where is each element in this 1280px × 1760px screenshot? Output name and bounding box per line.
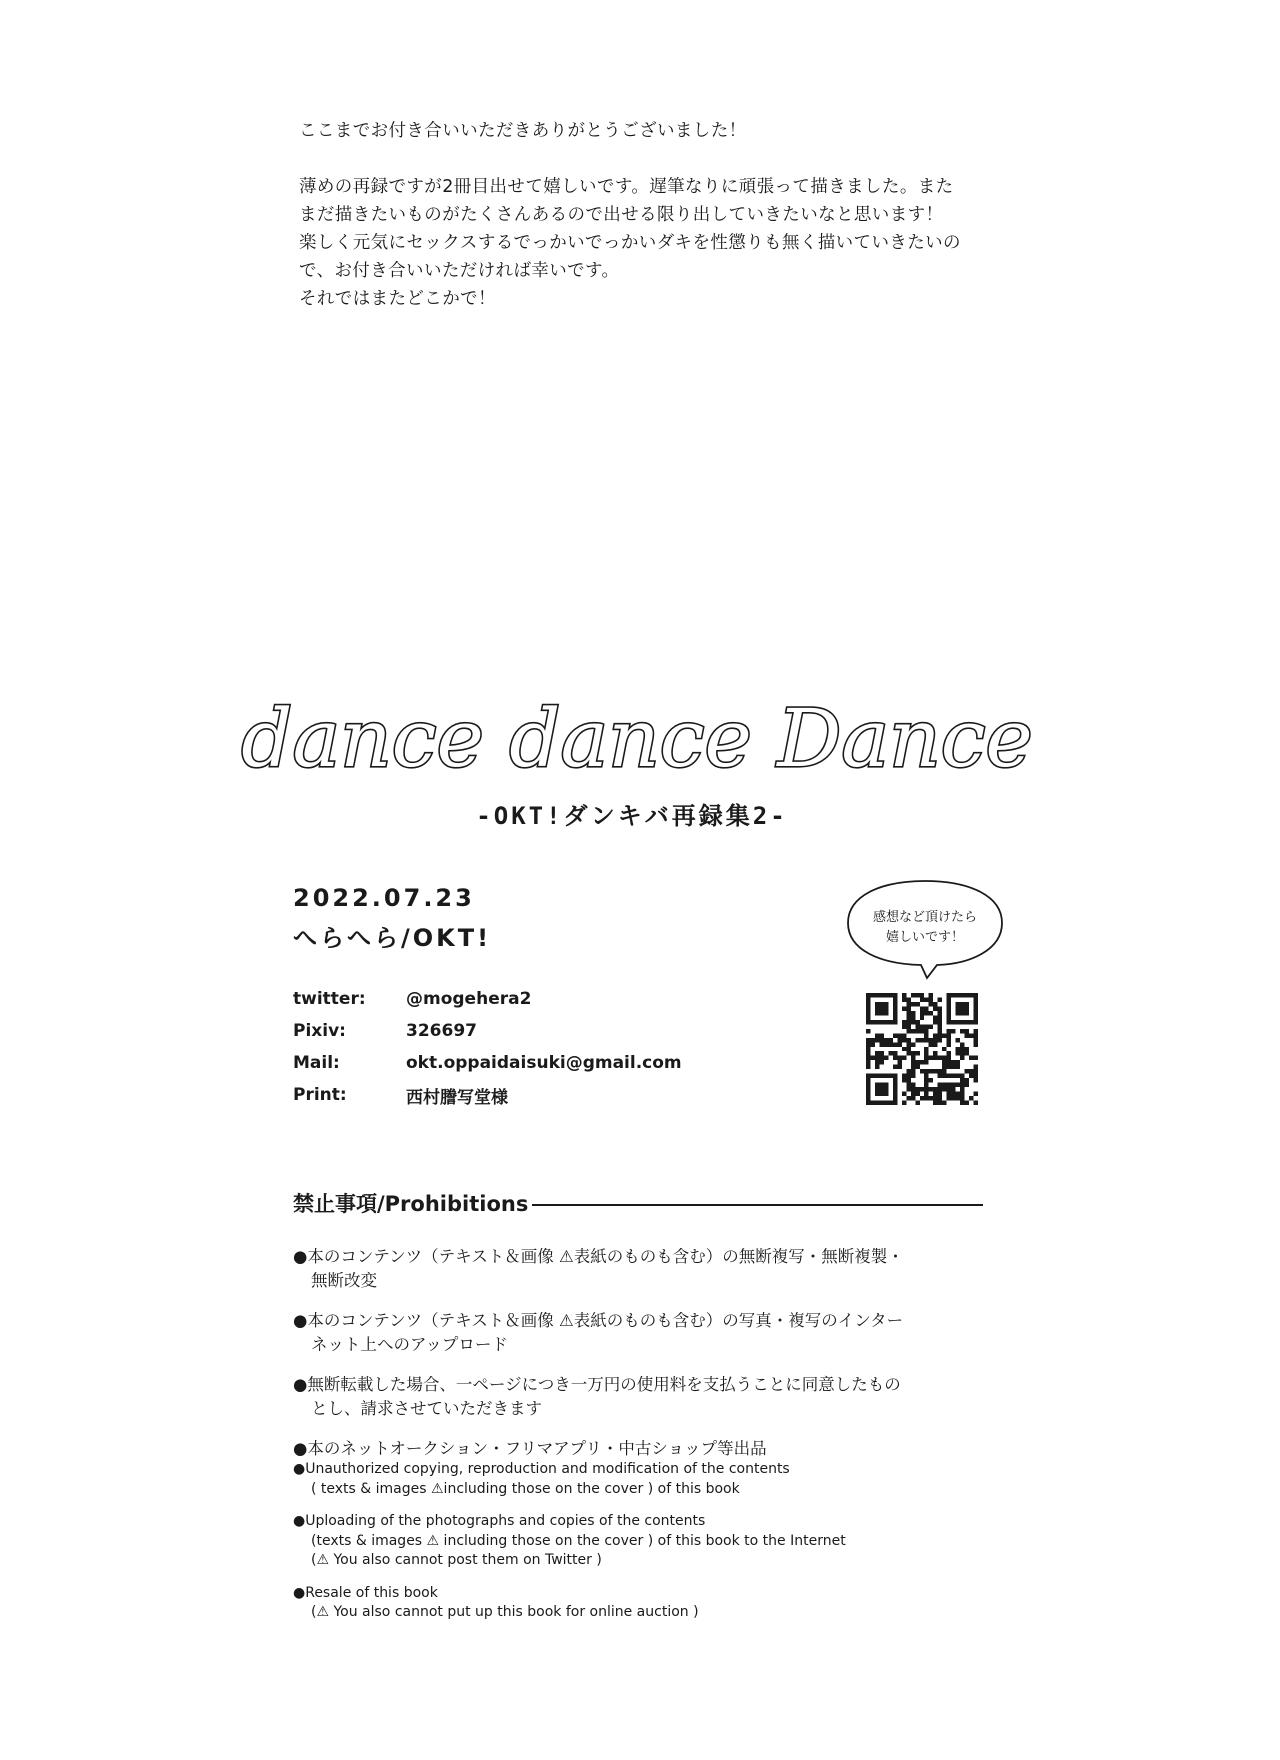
contact-info — [293, 983, 682, 1111]
afterword-line: それではまたどこかで！ — [299, 289, 496, 309]
speech-bubble — [845, 878, 1005, 974]
bubble-line: 感想など頂けたら — [872, 910, 977, 925]
prohibitions-en-list — [293, 1460, 993, 1636]
book-title-logo — [241, 692, 1033, 785]
prohibitions-jp-list — [293, 1245, 993, 1477]
afterword-line: 薄めの再録ですが2冊目出せて嬉しいです。遅筆なりに頑張って描きました。また — [299, 177, 954, 197]
twitter-handle[interactable]: @mogehera2 — [406, 989, 532, 1009]
pixiv-id[interactable]: 326697 — [406, 1021, 477, 1041]
afterword-line: まだ描きたいものがたくさんあるので出せる限り出していきたいなと思います！ — [299, 205, 944, 225]
list-item: ●Unauthorized copying, reproduction and modification of the contents ( texts & images ⚠including those on the cover ) of this book — [293, 1461, 790, 1497]
list-item: ●本のコンテンツ（テキスト＆画像 ⚠表紙のものも含む）の無断複写・無断複製・ 無断改変 — [293, 1247, 904, 1290]
qr-code-icon[interactable] — [866, 993, 978, 1105]
email-address[interactable]: okt.oppaidaisuki@gmail.com — [406, 1053, 682, 1073]
info-row-pixiv — [293, 1015, 682, 1047]
info-row-print — [293, 1079, 682, 1111]
bubble-line: 嬉しいです！ — [885, 930, 964, 945]
list-item: ●本のネットオークション・フリマアプリ・中古ショップ等出品 — [293, 1439, 767, 1458]
prohibitions-heading — [293, 1188, 983, 1218]
printer-name: 西村謄写堂様 — [406, 1087, 508, 1108]
afterword-line: ここまでお付き合いいただきありがとうございました！ — [299, 121, 747, 141]
list-item: ●Uploading of the photographs and copies of the contents (texts & images ⚠ including those on the cover ) of this book to the Internet (⚠ You also cannot post them on Twitter ) — [293, 1513, 846, 1568]
info-row-twitter — [293, 983, 682, 1015]
afterword-line: で、お付き合いいただければ幸いです。 — [299, 261, 620, 281]
speech-bubble-text — [855, 908, 995, 948]
info-label: Pixiv: — [293, 1021, 346, 1041]
book-title: dance dance Dance — [241, 692, 1033, 785]
info-label: Print: — [293, 1085, 347, 1105]
afterword-line: 楽しく元気にセックスするでっかいでっかいダキを性懲りも無く描いていきたいの — [299, 233, 961, 253]
publish-date: 2022.07.23 — [293, 884, 475, 912]
list-item: ●Resale of this book (⚠ You also cannot put up this book for online auction ) — [293, 1584, 699, 1620]
circle-name: へらへら/OKT! — [293, 924, 492, 952]
book-subtitle: -OKT!ダンキバ再録集2- — [476, 802, 788, 830]
list-item: ●本のコンテンツ（テキスト＆画像 ⚠表紙のものも含む）の写真・複写のインター ネット上へのアップロード — [293, 1311, 904, 1354]
info-row-mail — [293, 1047, 682, 1079]
heading-rule — [532, 1204, 983, 1206]
prohibitions-title: 禁止事項/Prohibitions — [293, 1192, 529, 1216]
info-label: twitter: — [293, 989, 366, 1009]
list-item: ●無断転載した場合、一ページにつき一万円の使用料を支払うことに同意したもの とし、請求させていただきます — [293, 1375, 901, 1418]
info-label: Mail: — [293, 1053, 340, 1073]
afterword — [299, 117, 1019, 313]
